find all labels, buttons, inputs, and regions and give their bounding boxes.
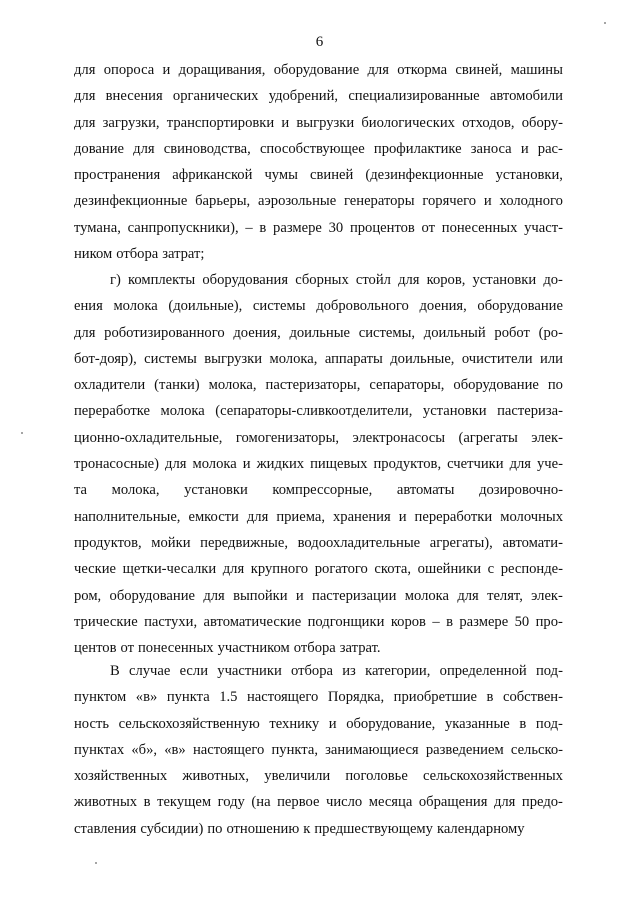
- word: установки: [422, 403, 487, 420]
- text-line: [74, 816, 563, 842]
- scan-speck: [21, 432, 23, 434]
- word: молока,: [208, 377, 257, 394]
- word: центов: [74, 640, 117, 657]
- word: оборудование: [453, 377, 539, 394]
- text-line: [74, 477, 563, 503]
- scan-speck: [604, 22, 606, 24]
- word: пункта: [166, 689, 210, 706]
- word: дозировочно-: [479, 482, 563, 499]
- word: коров,: [426, 272, 466, 288]
- text-line: [74, 372, 563, 398]
- text-line: [74, 425, 563, 451]
- word: для: [493, 794, 516, 811]
- word: свиней,: [455, 62, 503, 78]
- word: определенной: [439, 663, 527, 679]
- text-line: [74, 136, 563, 162]
- word: для: [74, 62, 96, 78]
- word: участником: [217, 640, 290, 657]
- word: про-: [535, 613, 563, 630]
- word: молока: [192, 456, 237, 473]
- word: доильные,: [390, 350, 455, 367]
- word: мойки: [151, 534, 191, 551]
- word: Порядка,: [327, 689, 385, 706]
- word: гомогенизаторы,: [235, 429, 340, 446]
- word: из: [342, 663, 356, 679]
- text-line: [74, 398, 563, 424]
- word: передвижные,: [200, 534, 288, 551]
- text-line: [74, 504, 563, 530]
- word: затрат.: [339, 640, 381, 657]
- word: животных,: [182, 768, 250, 785]
- word: подгонщики: [307, 613, 385, 630]
- word: оборудование,: [346, 715, 436, 732]
- word: (танки): [154, 377, 200, 394]
- paragraph-p3: [74, 658, 563, 842]
- word: системы,: [358, 324, 416, 341]
- word: 30: [328, 219, 344, 236]
- word: г): [110, 272, 121, 288]
- text-line: [74, 609, 563, 635]
- word: сборных: [295, 272, 349, 288]
- word: аэрозольные: [258, 193, 337, 210]
- word: рас-: [537, 140, 563, 157]
- word: дезинфекционные: [74, 193, 188, 210]
- word: системы: [144, 350, 197, 367]
- word: свиноводства,: [163, 140, 251, 157]
- word: установки: [184, 482, 248, 499]
- word: телят,: [487, 587, 523, 604]
- word: число: [325, 794, 363, 811]
- word: от: [120, 640, 134, 657]
- word: для: [165, 456, 187, 473]
- word: внесения: [105, 88, 163, 105]
- word: элек-: [531, 429, 563, 446]
- word: «в»: [164, 741, 186, 758]
- word: (дезинфекционные: [365, 167, 484, 184]
- word: молока: [160, 403, 205, 420]
- word: занимающиеся: [325, 741, 419, 758]
- word: разведением: [425, 741, 504, 758]
- word: сельско-: [510, 741, 563, 758]
- word: (на: [251, 794, 271, 811]
- text-line: [74, 320, 563, 346]
- word: предшествующему: [314, 820, 433, 837]
- text-line: [74, 267, 563, 293]
- word: африканской: [172, 167, 253, 184]
- word: и: [295, 587, 304, 604]
- word: профилактике: [373, 140, 462, 157]
- text-line: [74, 583, 563, 609]
- word: доения,: [419, 298, 467, 315]
- word: емкости: [188, 508, 239, 525]
- word: (агрегаты: [458, 429, 518, 446]
- word: сепараторы,: [369, 377, 445, 394]
- word: генераторы: [344, 193, 415, 210]
- text-line: [74, 83, 563, 109]
- word: способствующее: [259, 140, 365, 157]
- word: стойл: [355, 272, 391, 288]
- word: в: [143, 794, 151, 811]
- word: элек-: [531, 587, 563, 604]
- word: процентов: [349, 219, 415, 236]
- word: для: [74, 114, 96, 131]
- word: биологических: [361, 114, 455, 131]
- word: охладители: [74, 377, 146, 394]
- word: респонде-: [500, 561, 563, 578]
- word: для: [74, 324, 96, 341]
- word: робот: [494, 324, 530, 341]
- word: собствен-: [502, 689, 563, 706]
- word: В: [110, 663, 120, 679]
- word: оборудования: [202, 272, 289, 288]
- word: по: [207, 820, 223, 837]
- word: переработке: [74, 403, 150, 420]
- word: оборудование: [273, 62, 360, 78]
- word: затрат;: [162, 246, 205, 263]
- word: текущем: [157, 794, 212, 811]
- word: для: [74, 88, 96, 105]
- word: месяца: [368, 794, 413, 811]
- word: счетчики: [447, 456, 504, 473]
- word: аппараты: [324, 350, 383, 367]
- word: поголовье: [345, 768, 408, 785]
- word: продуктов,: [373, 456, 442, 473]
- text-line: [74, 530, 563, 556]
- word: случае: [128, 663, 171, 679]
- word: тумана,: [74, 219, 121, 236]
- word: ником: [74, 246, 113, 263]
- word: органических: [172, 88, 259, 105]
- word: заноса: [470, 140, 512, 157]
- word: доения,: [233, 324, 281, 341]
- word: понесенных: [137, 640, 214, 657]
- word: увеличили: [264, 768, 331, 785]
- word: в: [446, 613, 453, 630]
- word: приема,: [276, 508, 325, 525]
- word: молока: [404, 587, 450, 604]
- word: продуктов,: [74, 534, 142, 551]
- text-line: [74, 451, 563, 477]
- text-line: [74, 293, 563, 319]
- word: или: [540, 350, 563, 367]
- word: автомобили: [489, 88, 563, 105]
- word: автомати-: [502, 534, 563, 551]
- text-line: [74, 763, 563, 789]
- word: специализированные: [348, 88, 480, 105]
- word: и: [483, 193, 492, 210]
- word: та: [74, 482, 88, 499]
- word: добровольного: [316, 298, 409, 315]
- word: сельскохозяйственную: [118, 715, 260, 732]
- word: и: [328, 715, 337, 732]
- word: (ро-: [538, 324, 563, 341]
- word: трические: [74, 613, 138, 630]
- word: участ-: [524, 219, 563, 236]
- text-line: [74, 241, 563, 267]
- word: и: [162, 62, 171, 78]
- word: и: [281, 114, 290, 131]
- text-line: [74, 57, 563, 83]
- word: рогатого: [314, 561, 368, 578]
- word: барьеры,: [195, 193, 251, 210]
- word: в: [259, 219, 267, 236]
- word: переработки: [414, 508, 493, 525]
- text-line: [74, 346, 563, 372]
- word: очистители: [461, 350, 533, 367]
- word: уче-: [537, 456, 563, 473]
- word: для: [222, 561, 245, 578]
- word: ошейники: [417, 561, 481, 578]
- word: скота,: [374, 561, 412, 578]
- word: отбора: [116, 246, 159, 263]
- word: системы: [252, 298, 306, 315]
- word: для: [203, 587, 225, 604]
- word: комплекты: [127, 272, 196, 288]
- word: жидких: [256, 456, 305, 473]
- word: чумы: [264, 167, 298, 184]
- word: агрегаты),: [429, 534, 493, 551]
- word: к: [303, 820, 311, 837]
- text-line: [74, 684, 563, 710]
- page-number: 6: [315, 34, 324, 50]
- word: молочных: [500, 508, 563, 525]
- word: выгрузки: [296, 114, 355, 131]
- word: в: [519, 715, 527, 732]
- scan-speck: [95, 862, 97, 864]
- word: ционно-охладительные,: [74, 429, 223, 446]
- word: под-: [535, 715, 563, 732]
- text-line: [74, 556, 563, 582]
- word: крупного: [250, 561, 309, 578]
- word: для: [246, 508, 269, 525]
- word: и: [398, 508, 407, 525]
- word: в: [486, 689, 494, 706]
- word: 50: [514, 613, 530, 630]
- word: выгрузки: [204, 350, 263, 367]
- word: водоохладительные: [297, 534, 421, 551]
- word: настоящего: [192, 741, 265, 758]
- word: тронасосные): [74, 456, 160, 473]
- word: машины: [510, 62, 563, 78]
- text-line: [74, 711, 563, 737]
- word: доращивания,: [178, 62, 266, 78]
- word: ром,: [74, 587, 102, 604]
- word: для: [133, 140, 155, 157]
- word: и: [520, 140, 529, 157]
- word: пищевых: [310, 456, 368, 473]
- word: животных: [74, 794, 138, 811]
- word: и: [242, 456, 251, 473]
- word: пунктах: [74, 741, 125, 758]
- word: под-: [535, 663, 563, 679]
- word: горячего: [422, 193, 477, 210]
- word: коров: [390, 613, 426, 630]
- word: компрессорные,: [272, 482, 373, 499]
- word: пункта,: [271, 741, 318, 758]
- word: понесенных: [441, 219, 518, 236]
- word: молока,: [269, 350, 318, 367]
- word: предо-: [521, 794, 563, 811]
- word: 1.5: [219, 689, 238, 706]
- word: бот-дояр),: [74, 350, 137, 367]
- word: удобрений,: [268, 88, 339, 105]
- text-line: [74, 789, 563, 815]
- word: автоматические: [203, 613, 302, 630]
- word: до-: [543, 272, 563, 288]
- word: автоматы: [396, 482, 455, 499]
- word: приобретшие: [393, 689, 477, 706]
- word: обращения: [418, 794, 488, 811]
- word: доильные: [289, 324, 351, 341]
- word: категории,: [365, 663, 431, 679]
- word: хранения: [332, 508, 391, 525]
- word: году: [217, 794, 245, 811]
- word: –: [432, 613, 440, 630]
- text-line: [74, 215, 563, 241]
- word: (сепараторы-сливкоотделители,: [215, 403, 413, 420]
- word: дование: [74, 140, 124, 157]
- paragraph-p2: [74, 267, 563, 661]
- word: субсидии): [140, 820, 204, 837]
- paragraph-p1: [74, 57, 563, 267]
- word: молока: [113, 298, 158, 315]
- word: транспортировки: [166, 114, 275, 131]
- word: «в»: [135, 689, 158, 706]
- word: с: [487, 561, 495, 578]
- word: отбора: [291, 663, 333, 679]
- word: отношению: [226, 820, 300, 837]
- word: установки,: [495, 167, 563, 184]
- word: для: [457, 587, 479, 604]
- word: «б»,: [131, 741, 158, 758]
- word: ческие: [74, 561, 117, 578]
- word: технику: [269, 715, 320, 732]
- word: по: [547, 377, 563, 394]
- word: ность: [74, 715, 109, 732]
- word: холодного: [499, 193, 563, 210]
- word: оборудование: [109, 587, 196, 604]
- word: участники: [217, 663, 282, 679]
- text-line: [74, 737, 563, 763]
- word: для: [367, 62, 389, 78]
- word: если: [179, 663, 209, 679]
- word: пастеризации: [312, 587, 397, 604]
- word: хозяйственных: [74, 768, 168, 785]
- word: откорма: [397, 62, 448, 78]
- word: настоящего: [247, 689, 319, 706]
- word: размере: [273, 219, 322, 236]
- word: (доильные),: [168, 298, 243, 315]
- word: щетки-чесалки: [122, 561, 217, 578]
- word: пастериза-: [497, 403, 563, 420]
- word: для: [398, 272, 420, 288]
- word: наполнительные,: [74, 508, 181, 525]
- word: оборудование: [477, 298, 563, 315]
- word: электронасосы: [352, 429, 446, 446]
- word: от: [421, 219, 436, 236]
- word: календарному: [436, 820, 525, 837]
- word: выпойки: [233, 587, 288, 604]
- word: пастухи,: [144, 613, 198, 630]
- word: указанные: [444, 715, 510, 732]
- word: отбора: [293, 640, 336, 657]
- word: ения: [74, 298, 103, 315]
- word: пастеризаторы,: [265, 377, 361, 394]
- word: пространения: [74, 167, 161, 184]
- text-line: [74, 110, 563, 136]
- word: обору-: [521, 114, 563, 131]
- word: молока,: [111, 482, 160, 499]
- word: санпропускники),: [127, 219, 239, 236]
- text-line: [74, 162, 563, 188]
- word: –: [245, 219, 253, 236]
- word: первое: [277, 794, 320, 811]
- word: доильный: [423, 324, 486, 341]
- word: размере: [459, 613, 509, 630]
- word: роботизированного: [104, 324, 225, 341]
- word: для: [509, 456, 531, 473]
- word: установки: [472, 272, 537, 288]
- word: пунктом: [74, 689, 127, 706]
- word: сельскохозяйственных: [422, 768, 563, 785]
- word: опороса: [103, 62, 155, 78]
- word: ставления: [74, 820, 137, 837]
- text-line: [74, 658, 563, 684]
- word: отходов,: [462, 114, 515, 131]
- word: свиней: [310, 167, 354, 184]
- text-line: [74, 188, 563, 214]
- word: загрузки,: [102, 114, 160, 131]
